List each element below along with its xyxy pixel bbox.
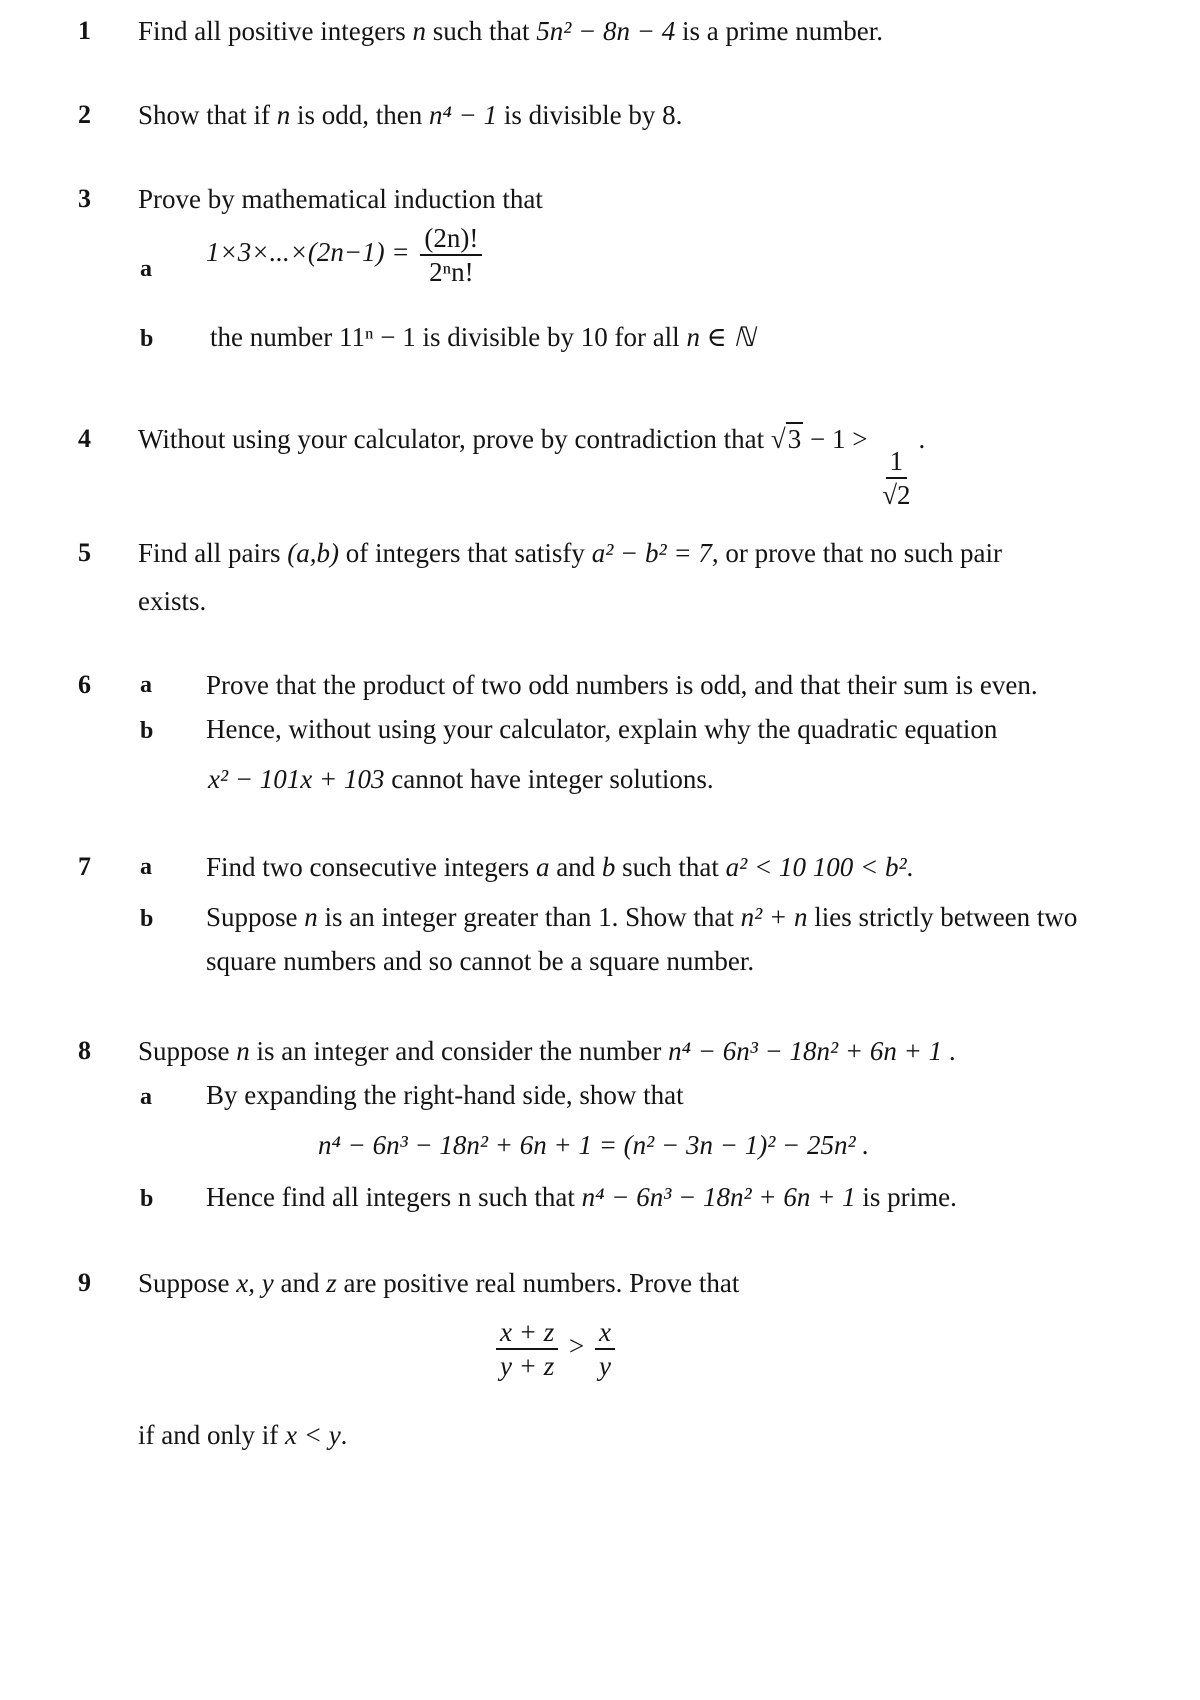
question-text: Find all positive integers n such that 5n² − 8n − 4 is a prime number. (138, 16, 883, 46)
question-text: Find two consecutive integers a and b such that a² < 10 100 < b². (206, 852, 914, 882)
part-label: b (140, 718, 154, 744)
part-label: a (140, 672, 152, 698)
question-number: 3 (78, 184, 91, 213)
question-text: the number 11ⁿ − 1 is divisible by 10 for all n ∈ ℕ (210, 322, 756, 352)
question-text: square numbers and so cannot be a square number. (206, 946, 755, 976)
question-number: 7 (78, 852, 91, 881)
question-text: Prove that the product of two odd numbers is odd, and that their sum is even. (206, 670, 1038, 700)
question-text: Hence find all integers n such that n⁴ − 6n³ − 18n² + 6n + 1 is prime. (206, 1182, 957, 1212)
part-label: b (140, 326, 154, 352)
question-text: Show that if n is odd, then n⁴ − 1 is divisible by 8. (138, 100, 683, 130)
identity-formula: n⁴ − 6n³ − 18n² + 6n + 1 = (n² − 3n − 1)² − 25n² . (318, 1130, 870, 1160)
question-text: Suppose x, y and z are positive real numbers. Prove that (138, 1268, 740, 1298)
question-text: x² − 101x + 103 cannot have integer solutions. (208, 764, 714, 794)
question-text: Prove by mathematical induction that (138, 184, 543, 214)
question-text: Hence, without using your calculator, explain why the quadratic equation (206, 714, 998, 744)
question-9 (0, 1266, 1200, 1456)
question-number: 6 (78, 670, 91, 699)
question-5 (0, 536, 1200, 616)
question-text: exists. (138, 586, 207, 616)
question-text: Suppose n is an integer and consider the number n⁴ − 6n³ − 18n² + 6n + 1 . (138, 1036, 956, 1066)
question-8 (0, 1034, 1200, 1224)
question-text: Suppose n is an integer greater than 1. Show that n² + n lies strictly between two (206, 902, 1078, 932)
question-7 (0, 850, 1200, 990)
question-6 (0, 668, 1200, 808)
part-label: a (140, 854, 152, 880)
question-4 (0, 422, 1200, 510)
part-label: a (140, 1084, 152, 1110)
part-label: a (140, 256, 152, 282)
question-text: Find all pairs (a,b) of integers that satisfy a² − b² = 7, or prove that no such pair (138, 538, 1002, 568)
question-3 (0, 182, 1200, 382)
question-number: 4 (78, 424, 91, 453)
question-text: Without using your calculator, prove by contradiction that √3 − 1 > $\frac{1}{√2}$ . (138, 424, 926, 510)
inequality-formula: $\frac{x + z}{y + z}$ > $\frac{x}{y}$ (492, 1316, 619, 1382)
formula: 1×3×...×(2n−1) = $\frac{(2n)!}{\text{2ⁿn!}}$ (206, 222, 486, 288)
part-label: b (140, 906, 154, 932)
question-number: 5 (78, 538, 91, 567)
part-label: b (140, 1186, 154, 1212)
question-number: 9 (78, 1268, 91, 1297)
question-number: 8 (78, 1036, 91, 1065)
question-number: 1 (78, 16, 91, 45)
question-text: By expanding the right-hand side, show that (206, 1080, 684, 1110)
question-number: 2 (78, 100, 91, 129)
question-text: if and only if x < y. (138, 1420, 348, 1450)
